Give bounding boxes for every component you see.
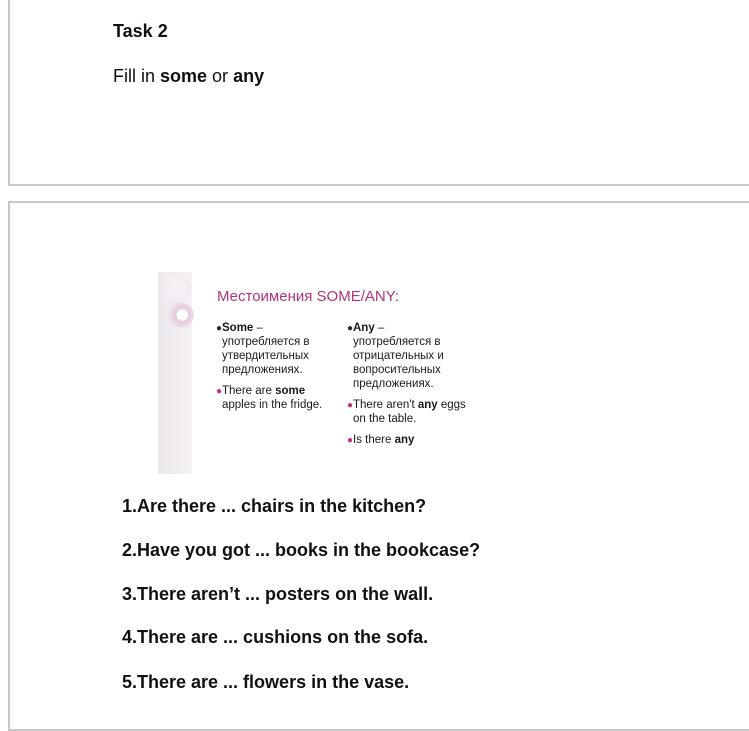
grammar-slide-image xyxy=(158,272,482,477)
task-instruction: Fill in some or any xyxy=(113,66,265,86)
question-5: 5.There are ... flowers in the vase. xyxy=(122,672,410,692)
bullet-icon: ● xyxy=(216,386,223,397)
question-2: 2.Have you got ... books in the bookcase? xyxy=(122,540,481,560)
question-4: 4.There are ... cushions on the sofa. xyxy=(122,627,429,647)
bullet-icon: ● xyxy=(216,323,223,334)
bullet-icon: ● xyxy=(347,323,354,334)
question-1: 1.Are there ... chairs in the kitchen? xyxy=(122,496,427,516)
any-rule: ● Any – употребляется в отрицательных и вопросительных предложениях. xyxy=(347,322,444,390)
slide-decoration-ring xyxy=(168,302,194,328)
slide-column-some xyxy=(216,321,342,419)
any-example-question: ● Is there any xyxy=(347,434,415,446)
question-3: 3.There aren’t ... posters on the wall. xyxy=(122,584,434,604)
some-rule: ● Some – употребляется в утвердительных предложениях. xyxy=(216,322,310,376)
any-example-negative: ● There aren't any eggs on the table. xyxy=(347,399,466,425)
slide-column-any xyxy=(347,321,478,454)
some-example: ● There are some apples in the fridge. xyxy=(216,385,323,411)
bullet-icon: ● xyxy=(347,400,354,411)
task-title: Task 2 xyxy=(113,21,168,41)
slide-decoration-circle xyxy=(162,274,192,302)
slide-title: Местоимения SOME/ANY: xyxy=(217,288,400,305)
bullet-icon: ● xyxy=(347,435,354,446)
